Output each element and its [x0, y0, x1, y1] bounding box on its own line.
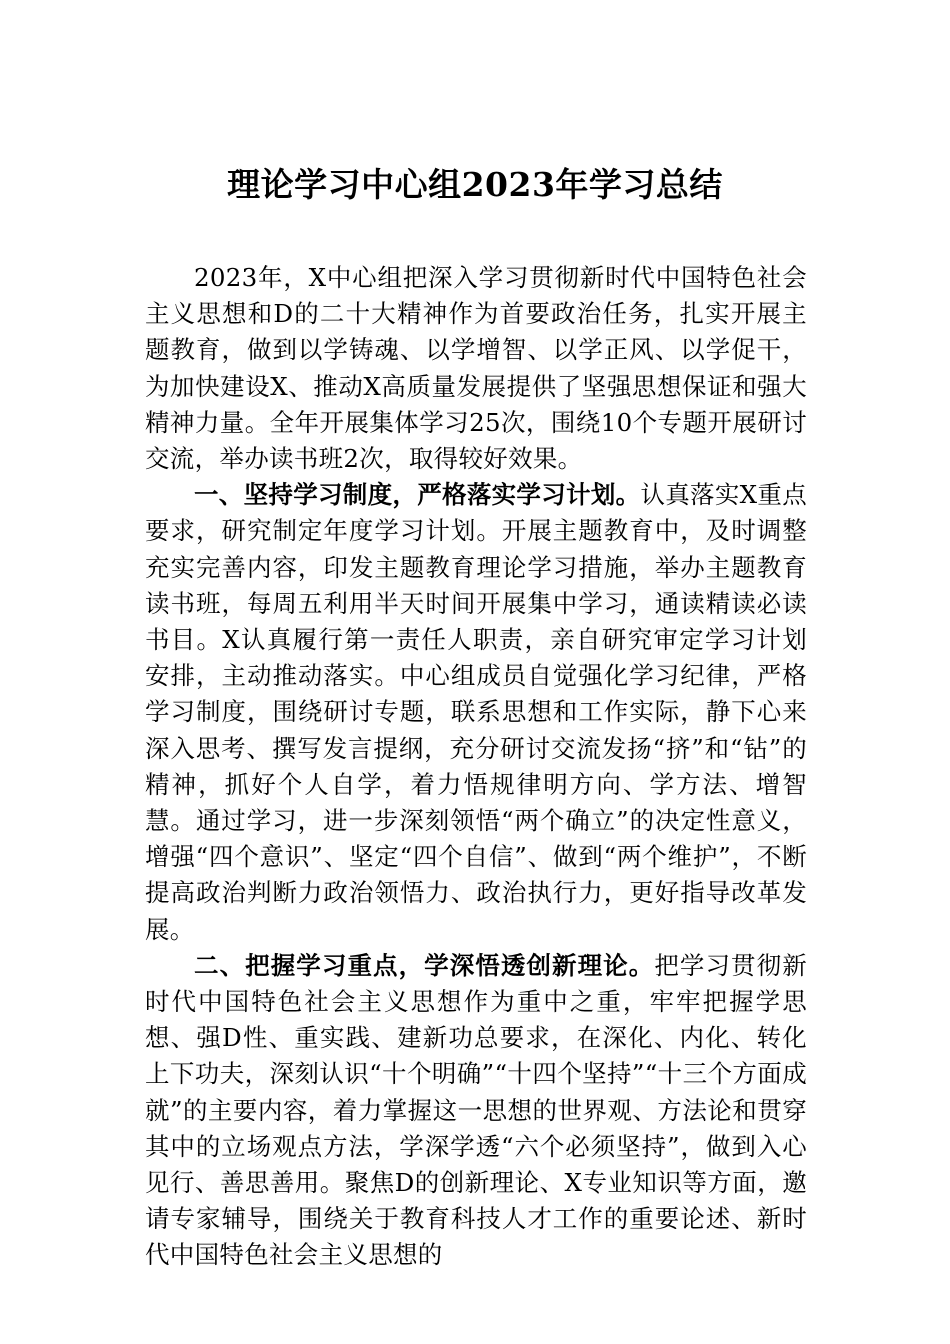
paragraph-section-2 [145, 948, 807, 1274]
document-title: 理论学习中心组2023年学习总结 [227, 165, 723, 204]
paragraph-heading: 一、坚持学习制度，严格落实学习计划。 [194, 480, 641, 510]
paragraph-text: 把学习贯彻新时代中国特色社会主义思想作为重中之重，牢牢把握学思想、强D性、重实践、建新功总要求，在深化、内化、转化上下功夫，深刻认识“十个明确”“十四个坚持”“十三个方面成就”的主要内容，着力掌握这一思想的世界观、方法论和贯穿其中的立场观点方法，学深学透“六个必须坚持”，做到入心见行、善思善用。聚焦D的创新理论、X专业知识等方面，邀请专家辅导，围绕关于教育科技人才工作的重要论述、新时代中国特色社会主义思想的 [145, 950, 807, 1270]
paragraph-heading: 二、把握学习重点，学深悟透创新理论。 [194, 950, 655, 980]
paragraph-text: 认真落实X重点要求，研究制定年度学习计划。开展主题教育中，及时调整充实完善内容，印发主题教育理论学习措施，举办主题教育读书班，每周五利用半天时间开展集中学习，通读精读必读书目。X认真履行第一责任人职责，亲自研究审定学习计划安排，主动推动落实。中心组成员自觉强化学习纪律，严格学习制度，围绕研讨专题，联系思想和工作实际，静下心来深入思考、撰写发言提纲，充分研讨交流发扬“挤”和“钻”的精神，抓好个人自学，着力悟规律明方向、学方法、增智慧。通过学习，进一步深刻领悟“两个确立”的决定性意义，增强“四个意识”、坚定“四个自信”、做到“两个维护”，不断提高政治判断力政治领悟力、政治执行力，更好指导改革发展。 [145, 480, 807, 944]
paragraph-text: 2023年，X中心组把深入学习贯彻新时代中国特色社会主义思想和D的二十大精神作为首要政治任务，扎实开展主题教育，做到以学铸魂、以学增智、以学正风、以学促干，为加快建设X、推动X高质量发展提供了坚强思想保证和强大精神力量。全年开展集体学习25次，围绕10个专题开展研讨交流，举办读书班2次，取得较好效果。 [145, 263, 807, 474]
document-body [145, 260, 807, 1274]
paragraph-intro [145, 260, 807, 477]
paragraph-section-1 [145, 477, 807, 948]
